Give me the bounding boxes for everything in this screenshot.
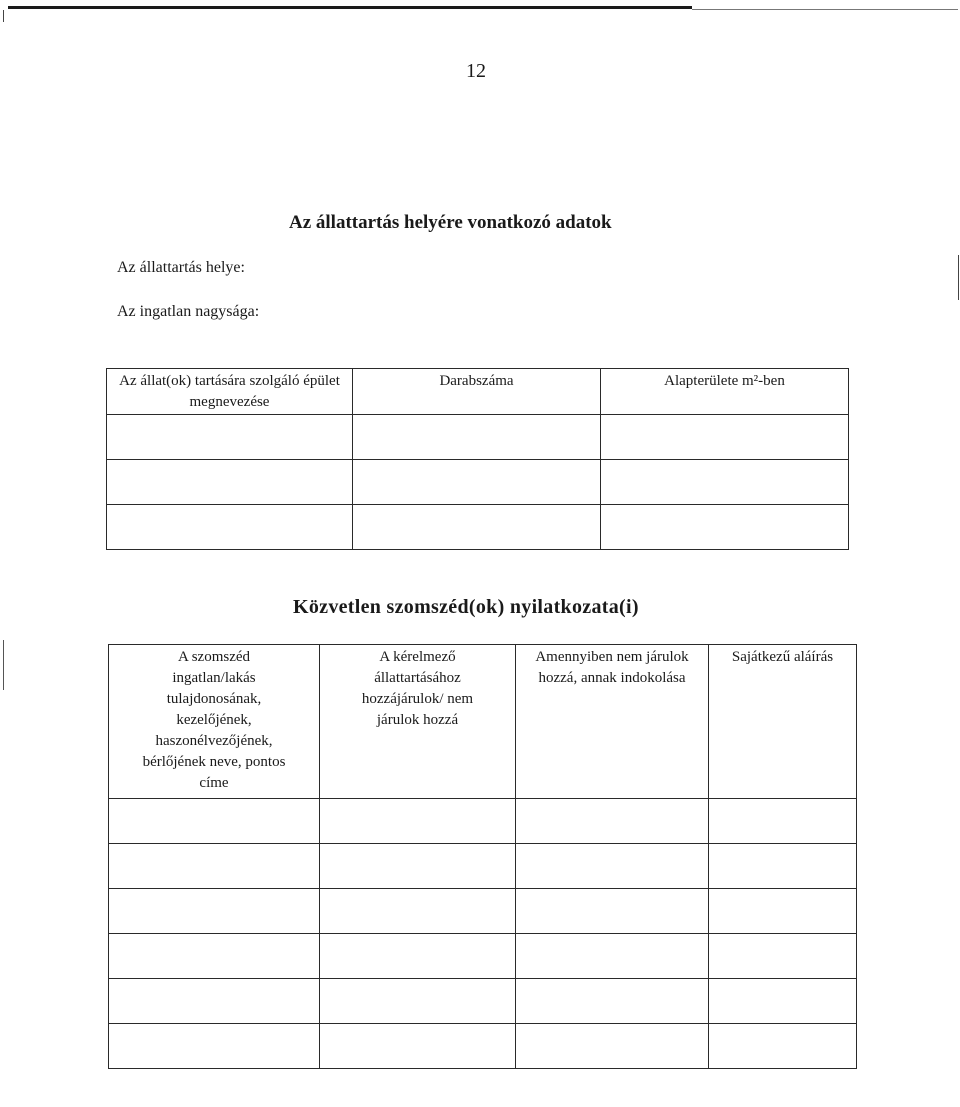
location-field-label: Az állattartás helye:	[117, 259, 245, 276]
table-cell[interactable]	[516, 934, 709, 979]
table-cell[interactable]	[320, 889, 516, 934]
neighbor-declaration-table	[108, 644, 857, 1069]
table-cell[interactable]	[109, 799, 320, 844]
table-cell[interactable]	[320, 844, 516, 889]
column-header-signature: Sajátkezű aláírás	[709, 645, 857, 799]
table-cell[interactable]	[709, 934, 857, 979]
table-cell[interactable]	[353, 505, 601, 550]
table-cell[interactable]	[516, 1024, 709, 1069]
table-cell[interactable]	[601, 460, 849, 505]
table-header-row	[109, 645, 857, 799]
table-cell[interactable]	[516, 844, 709, 889]
page-number: 12	[466, 60, 486, 82]
table-cell[interactable]	[516, 979, 709, 1024]
property-size-field-label: Az ingatlan nagysága:	[117, 303, 260, 320]
table-cell[interactable]	[109, 934, 320, 979]
table-row	[107, 460, 849, 505]
table-cell[interactable]	[107, 505, 353, 550]
table-cell[interactable]	[516, 889, 709, 934]
table-cell[interactable]	[353, 460, 601, 505]
scan-mark	[3, 10, 4, 22]
column-header-area: Alapterülete m²-ben	[601, 369, 849, 415]
section-title-location: Az állattartás helyére vonatkozó adatok	[289, 212, 612, 233]
table-cell[interactable]	[109, 889, 320, 934]
scan-mark	[958, 255, 959, 300]
table-cell[interactable]	[353, 415, 601, 460]
building-table	[106, 368, 849, 550]
column-header-reason: Amennyiben nem járulok hozzá, annak indokolása	[516, 645, 709, 799]
table-cell[interactable]	[109, 979, 320, 1024]
table-row	[109, 844, 857, 889]
column-header-count: Darabszáma	[353, 369, 601, 415]
table-cell[interactable]	[601, 415, 849, 460]
table-cell[interactable]	[320, 934, 516, 979]
column-header-consent: A kérelmező állattartásához hozzájárulok/ nem járulok hozzá	[320, 645, 516, 799]
table-cell[interactable]	[709, 844, 857, 889]
table-row	[109, 889, 857, 934]
table-cell[interactable]	[320, 799, 516, 844]
column-header-building-name: Az állat(ok) tartására szolgáló épület megnevezése	[107, 369, 353, 415]
table-cell[interactable]	[107, 415, 353, 460]
table-cell[interactable]	[601, 505, 849, 550]
table-row	[109, 1024, 857, 1069]
table-row	[107, 505, 849, 550]
table-row	[109, 979, 857, 1024]
table-row	[109, 934, 857, 979]
table-cell[interactable]	[709, 799, 857, 844]
table-cell[interactable]	[709, 1024, 857, 1069]
column-header-neighbor-details: A szomszéd ingatlan/lakás tulajdonosának, kezelőjének, haszonélvezőjének, bérlőjének neve, pontos címe	[109, 645, 320, 799]
table-cell[interactable]	[107, 460, 353, 505]
header-rule	[8, 6, 692, 9]
table-cell[interactable]	[109, 844, 320, 889]
table-cell[interactable]	[109, 1024, 320, 1069]
table-cell[interactable]	[516, 799, 709, 844]
table-cell[interactable]	[320, 979, 516, 1024]
table-header-row	[107, 369, 849, 415]
section-title-neighbors: Közvetlen szomszéd(ok) nyilatkozata(i)	[293, 596, 639, 618]
table-cell[interactable]	[709, 889, 857, 934]
table-cell[interactable]	[709, 979, 857, 1024]
table-row	[109, 799, 857, 844]
table-row	[107, 415, 849, 460]
scan-mark	[3, 640, 4, 690]
header-thin-rule	[692, 9, 958, 10]
table-cell[interactable]	[320, 1024, 516, 1069]
